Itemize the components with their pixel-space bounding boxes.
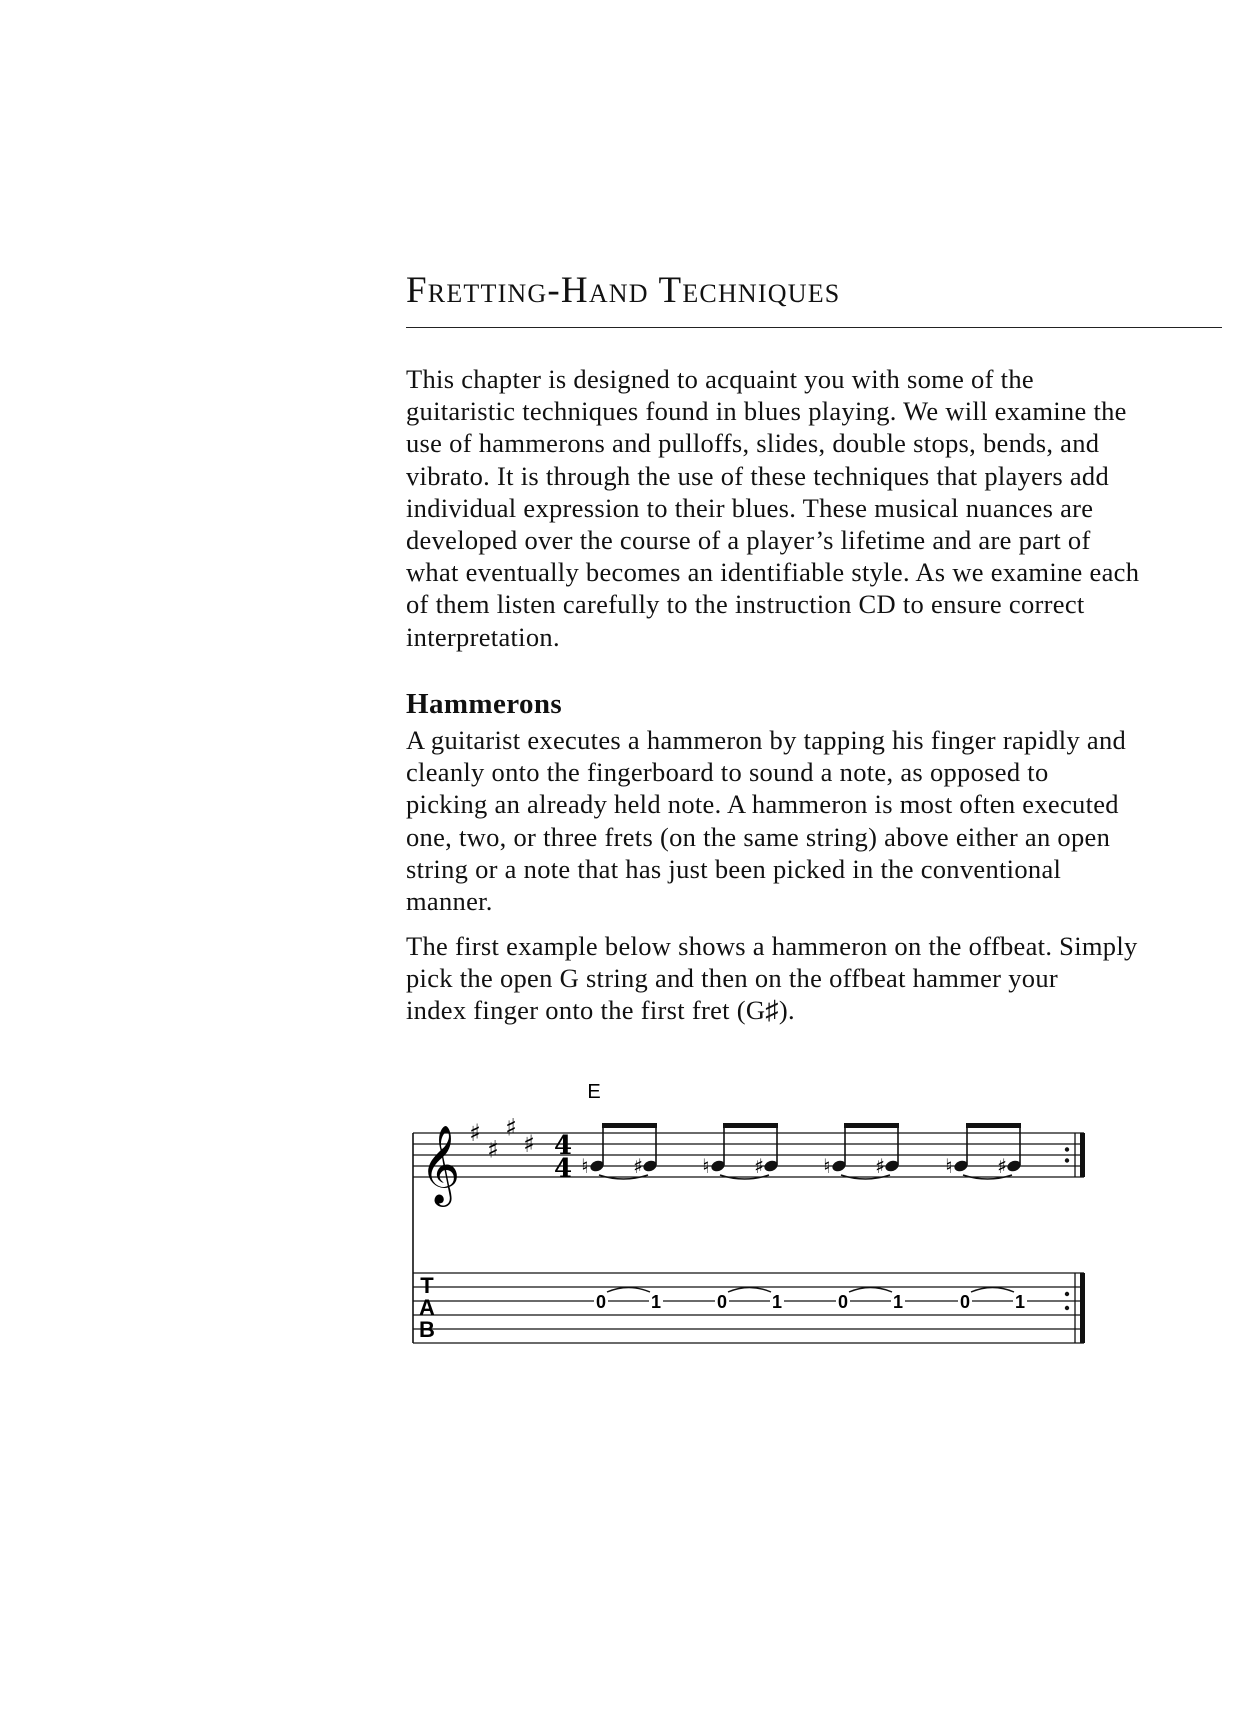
tab-hammeron-slur bbox=[728, 1288, 771, 1293]
text-line: individual expression to their blues. These musical nuances are bbox=[406, 492, 1094, 523]
repeat-barline-thick bbox=[1080, 1273, 1085, 1343]
tab-hammeron-slur bbox=[971, 1288, 1014, 1293]
key-signature-sharp: ♯ bbox=[505, 1113, 517, 1142]
chapter-title: Fretting-Hand Techniques bbox=[406, 270, 841, 311]
text-line: what eventually becomes an identifiable style. As we examine each bbox=[406, 557, 1140, 588]
sharp-sign: ♯ bbox=[754, 1154, 764, 1178]
tab-fret-number: 0 bbox=[595, 1292, 607, 1312]
text-line: vibrato. It is through the use of these techniques that players add bbox=[406, 460, 1110, 491]
repeat-barline-thick bbox=[1080, 1133, 1085, 1177]
repeat-dot bbox=[1065, 1292, 1069, 1296]
tab-hammeron-slur bbox=[607, 1288, 650, 1293]
notes bbox=[581, 1123, 1027, 1312]
text-line: picking an already held note. A hammeron is most often executed bbox=[406, 789, 1119, 820]
time-signature-bottom: 4 bbox=[553, 1154, 573, 1184]
beam bbox=[723, 1123, 778, 1128]
text-line: index finger onto the first fret (G♯). bbox=[406, 995, 795, 1026]
natural-sign: ♮ bbox=[581, 1154, 589, 1178]
sharp-sign: ♯ bbox=[633, 1154, 643, 1178]
tab-fret-number: 1 bbox=[1014, 1292, 1026, 1312]
beam bbox=[844, 1123, 899, 1128]
tab-fret-number: 0 bbox=[716, 1292, 728, 1312]
text-line: manner. bbox=[406, 886, 493, 917]
sharp-sign: ♯ bbox=[997, 1154, 1007, 1178]
text-line: use of hammerons and pulloffs, slides, double stops, bends, and bbox=[406, 428, 1100, 459]
beam bbox=[966, 1123, 1021, 1128]
tab-fret-number: 1 bbox=[650, 1292, 662, 1312]
natural-sign: ♮ bbox=[702, 1154, 710, 1178]
time-signature-top: 4 bbox=[553, 1131, 573, 1161]
tab-hammeron-slur bbox=[849, 1288, 892, 1293]
text-line: of them listen carefully to the instruction CD to ensure correct bbox=[406, 589, 1085, 620]
natural-sign: ♮ bbox=[945, 1154, 953, 1178]
text-line: developed over the course of a player’s lifetime and are part of bbox=[406, 525, 1091, 556]
tab-label-letter: B bbox=[419, 1317, 435, 1342]
tab-fret-number: 0 bbox=[837, 1292, 849, 1312]
text-line: string or a note that has just been picked in the conventional bbox=[406, 853, 1062, 884]
sharp-sign: ♯ bbox=[875, 1154, 885, 1178]
tab-fret-number: 1 bbox=[771, 1292, 783, 1312]
tab-staff bbox=[413, 1273, 1085, 1343]
text-line: The first example below shows a hammeron on the offbeat. Simply bbox=[406, 931, 1138, 961]
natural-sign: ♮ bbox=[823, 1154, 831, 1178]
key-signature-sharp: ♯ bbox=[469, 1119, 481, 1147]
text-line: one, two, or three frets (on the same string) above either an open bbox=[406, 821, 1111, 852]
text-line: pick the open G string and then on the offbeat hammer your bbox=[406, 963, 1059, 994]
notation-staff bbox=[413, 1114, 1085, 1344]
tab-label-letter: A bbox=[419, 1295, 435, 1320]
tab-fret-number: 1 bbox=[892, 1292, 904, 1312]
chord-symbol: E bbox=[587, 1081, 601, 1103]
text-line: A guitarist executes a hammeron by tapping his finger rapidly and bbox=[406, 725, 1127, 755]
treble-clef: 𝄞 bbox=[420, 1125, 461, 1204]
text-line: cleanly onto the fingerboard to sound a note, as opposed to bbox=[406, 757, 1049, 788]
beam bbox=[602, 1123, 657, 1128]
key-signature-sharp: ♯ bbox=[523, 1130, 535, 1158]
repeat-dot bbox=[1065, 1147, 1069, 1151]
text-line: This chapter is designed to acquaint you with some of the bbox=[406, 364, 1034, 394]
section-heading: Hammerons bbox=[406, 688, 563, 720]
tab-fret-number: 0 bbox=[959, 1292, 971, 1312]
key-signature-sharp: ♯ bbox=[487, 1135, 499, 1164]
text-line: interpretation. bbox=[406, 621, 560, 652]
text-line: guitaristic techniques found in blues playing. We will examine the bbox=[406, 396, 1127, 427]
repeat-dot bbox=[1065, 1306, 1069, 1310]
tab-label-letter: T bbox=[420, 1273, 434, 1298]
repeat-dot bbox=[1065, 1158, 1069, 1162]
